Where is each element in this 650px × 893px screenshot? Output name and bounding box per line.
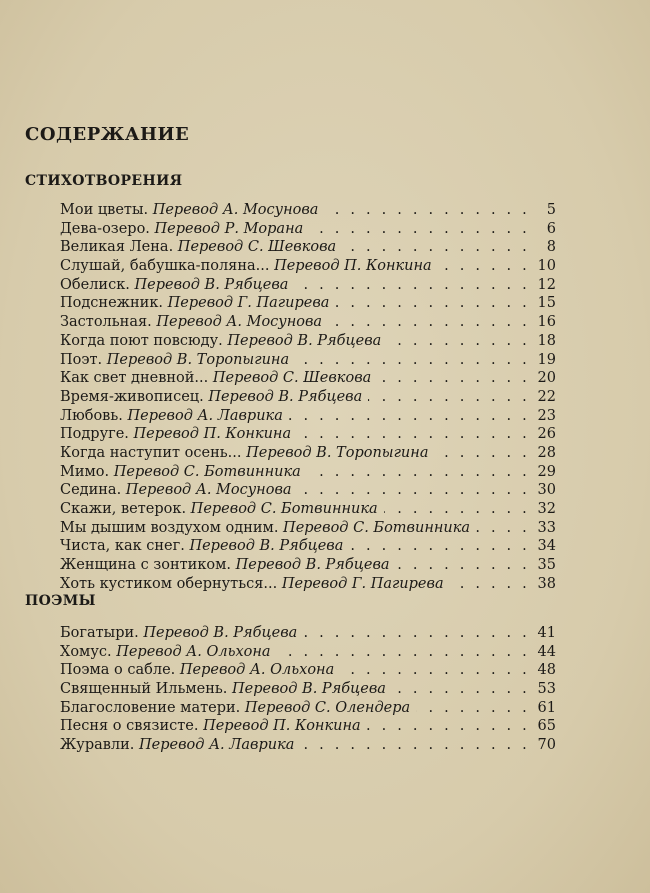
entry-title: Мимо. [60,463,110,480]
dot-leader [303,625,530,641]
entry-title-line [60,718,361,734]
entry-title: Как свет дневной... [60,370,209,387]
entry-page-number: 70 [537,737,556,754]
entry-translator: Перевод А. Ольхона [116,643,271,660]
entry-title-line [60,482,292,498]
entry-title-line [60,662,334,678]
entry-title-line [60,277,288,293]
entry-title: Богатыри. [60,625,139,641]
entry-page-number: 10 [537,258,556,275]
entry-title-line [60,370,371,386]
entry-title-line [60,314,322,330]
entry-translator: Перевод В. Рябцева [208,388,363,405]
entry-page-number: 8 [546,239,556,256]
dot-leader [384,501,530,517]
entry-translator: Перевод П. Конкина [203,718,361,735]
entry-page-number: 35 [537,557,556,574]
entry-title-line [60,333,381,349]
entry-title: Благословение матери. [60,699,241,716]
entry-translator: Перевод А. Мосунова [125,482,292,499]
entry-translator: Перевод В. Рябцева [232,681,386,698]
entry-title-line [60,426,291,442]
toc-entry [60,277,556,296]
page-title: СОДЕРЖАНИЕ [25,124,190,145]
entry-page-number: 32 [537,501,556,517]
dot-leader [416,700,530,716]
toc-entry [60,737,556,756]
dot-leader [295,352,530,368]
entry-title: Обелиск. [60,276,130,293]
entry-title: Хоть кустиком обернуться... [60,575,278,592]
entry-page-number: 20 [537,370,556,387]
entry-title-line [60,520,470,536]
entry-title: Поэма о сабле. [60,662,176,679]
toc-entry [60,333,556,352]
toc-entry [60,464,556,483]
dot-leader [368,389,530,405]
entry-page-number: 5 [546,202,556,218]
entry-translator: Перевод В. Рябцева [227,332,382,349]
entry-page-number: 34 [537,538,556,555]
entry-title-line [60,408,283,424]
entry-page-number: 41 [537,625,556,641]
entry-title-line [60,644,271,660]
entry-title: Женщина с зонтиком. [60,557,231,574]
entry-page-number: 53 [537,681,556,698]
entry-page-number: 38 [537,575,556,592]
entry-title: Мои цветы. [60,202,149,218]
toc-entry [60,426,556,445]
entry-translator: Перевод А. Лаврика [139,737,295,754]
entry-translator: Перевод А. Лаврика [127,407,283,424]
toc-entry [60,370,556,389]
dot-leader [450,576,530,592]
toc-entry [60,482,556,501]
dot-leader [324,202,530,218]
entry-title-line [60,239,336,255]
entry-translator: Перевод Г. Пагирева [167,295,330,312]
toc-entry [60,501,556,520]
entry-page-number: 12 [537,276,556,293]
entry-title: Журавли. [60,737,135,754]
entry-translator: Перевод С. Олендера [244,699,411,716]
entry-translator: Перевод С. Шевкова [177,239,337,256]
entry-page-number: 48 [537,662,556,679]
entry-translator: Перевод В. Рябцева [143,625,298,641]
entry-title-line [60,258,432,274]
toc-entry [60,538,556,557]
entry-title: Слушай, бабушка-поляна... [60,258,270,275]
entry-translator: Перевод П. Конкина [274,258,432,275]
entry-page-number: 15 [537,295,556,312]
entry-title: Застольная. [60,314,152,331]
entry-translator: Перевод В. Рябцева [235,557,390,574]
entry-page-number: 18 [537,332,556,349]
dot-leader [434,445,530,461]
dot-leader [309,221,530,237]
entry-title: Любовь. [60,407,123,424]
entry-title: Когда поют повсюду. [60,332,223,349]
toc-entry [60,295,556,314]
dot-leader [307,464,530,480]
toc-entry [60,718,556,737]
entry-page-number: 6 [546,220,556,237]
entry-title: Великая Лена. [60,239,174,256]
entry-page-number: 22 [537,388,556,405]
entry-title: Время-живописец. [60,388,204,405]
dot-leader [289,408,530,424]
toc-entry [60,557,556,576]
entry-translator: Перевод Р. Морана [154,220,304,237]
entry-title-line [60,352,289,368]
dot-leader [476,520,530,536]
entry-page-number: 16 [537,314,556,331]
entry-translator: Перевод В. Торопыгина [106,351,290,368]
entry-title: Седина. [60,482,122,499]
entry-page-number: 33 [537,519,556,536]
entry-translator: Перевод П. Конкина [133,426,292,443]
entry-page-number: 44 [537,643,556,660]
entry-title-line [60,389,362,405]
entry-title-line [60,681,386,697]
toc-list [60,625,556,756]
entry-title-line [60,464,301,480]
entry-page-number: 28 [537,444,556,461]
entry-title: Подснежник. [60,295,164,312]
dot-leader [298,482,530,498]
entry-translator: Перевод В. Торопыгина [246,444,429,461]
dot-leader [377,370,530,386]
entry-title-line [60,625,297,641]
entry-page-number: 19 [537,351,556,368]
entry-title: Песня о связисте. [60,718,199,735]
toc-entry [60,644,556,663]
entry-title-line [60,221,303,237]
entry-title-line [60,538,343,554]
entry-translator: Перевод А. Мосунова [152,202,319,218]
entry-page-number: 30 [537,482,556,499]
entry-title: Мы дышим воздухом одним. [60,519,279,536]
toc-entry [60,700,556,719]
toc-entry [60,258,556,277]
entry-title: Когда наступит осень... [60,444,242,461]
entry-title-line [60,501,378,517]
toc-list [60,202,556,594]
entry-page-number: 61 [537,699,556,716]
entry-title-line [60,557,390,573]
entry-title-line [60,202,318,218]
toc-entry [60,625,556,644]
entry-title: Дева-озеро. [60,220,150,237]
dot-leader [294,277,530,293]
toc-entry [60,445,556,464]
dot-leader [340,662,530,678]
entry-translator: Перевод С. Ботвинника [283,519,471,536]
toc-entry [60,389,556,408]
toc-entry [60,352,556,371]
toc-entry [60,681,556,700]
entry-translator: Перевод А. Мосунова [156,314,323,331]
toc-entry [60,576,556,595]
entry-translator: Перевод Г. Пагирева [281,575,444,592]
dot-leader [277,644,530,660]
entry-page-number: 26 [537,426,556,443]
entry-title: Скажи, ветерок. [60,501,187,517]
entry-title: Поэт. [60,351,103,368]
dot-leader [387,333,530,349]
section-heading-long-poems: ПОЭМЫ [25,593,96,609]
toc-entry [60,408,556,427]
entry-title-line [60,295,329,311]
entry-title-line [60,700,410,716]
entry-title-line [60,737,294,753]
toc-entry [60,314,556,333]
entry-title: Подруге. [60,426,129,443]
toc-entry [60,662,556,681]
toc-entry [60,221,556,240]
dot-leader [349,538,530,554]
entry-translator: Перевод В. Рябцева [189,538,344,555]
dot-leader [297,426,530,442]
toc-entry [60,239,556,258]
dot-leader [396,557,530,573]
toc-entry [60,202,556,221]
entry-page-number: 29 [537,463,556,480]
entry-translator: Перевод С. Ботвинника [113,463,301,480]
entry-translator: Перевод С. Шевкова [212,370,372,387]
entry-title-line [60,445,428,461]
entry-translator: Перевод В. Рябцева [134,276,289,293]
dot-leader [342,239,530,255]
entry-title-line [60,576,444,592]
entry-title: Хомус. [60,643,112,660]
dot-leader [300,737,530,753]
entry-translator: Перевод А. Ольхона [179,662,335,679]
dot-leader [392,681,530,697]
entry-title: Священный Ильмень. [60,681,228,698]
dot-leader [328,314,530,330]
dot-leader [335,295,530,311]
section-heading-poems-short: СТИХОТВОРЕНИЯ [25,173,183,189]
entry-translator: Перевод С. Ботвинника [190,501,378,517]
dot-leader [438,258,530,274]
dot-leader [367,718,530,734]
toc-entry [60,520,556,539]
entry-page-number: 65 [537,718,556,735]
entry-page-number: 23 [537,407,556,424]
entry-title: Чиста, как снег. [60,538,185,555]
